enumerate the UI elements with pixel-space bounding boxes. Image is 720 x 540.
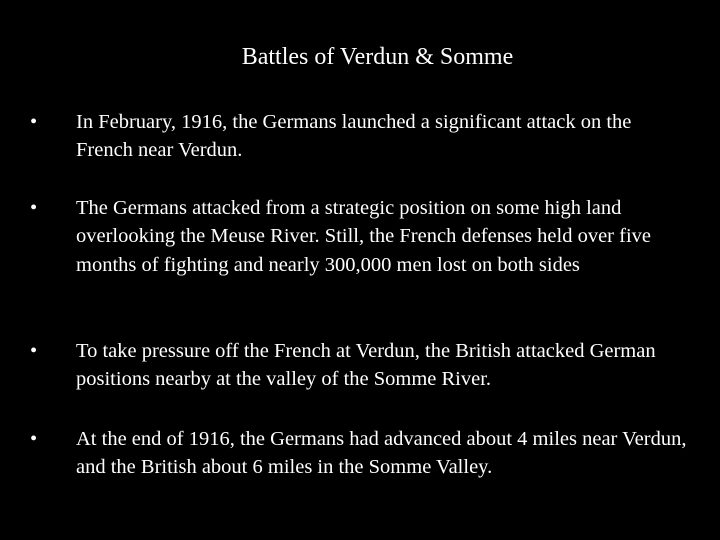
slide-title: Battles of Verdun & Somme: [241, 44, 514, 70]
bullet-point-icon: •: [30, 111, 38, 133]
bullet-point-icon: •: [30, 197, 38, 219]
bullet-item: [30, 337, 690, 394]
bullet-item: [30, 108, 690, 165]
bullet-item: [30, 194, 690, 279]
bullet-text: The Germans attacked from a strategic position on some high land overlooking the Meuse River. Still, the French defenses held over five months of fighting and nearly 300,000 men lost on both sides: [76, 197, 652, 276]
bullet-point-icon: •: [30, 428, 38, 450]
bullet-text: In February, 1916, the Germans launched a significant attack on the French near Verdun.: [76, 111, 632, 162]
bullet-text: To take pressure off the French at Verdun, the British attacked German positions nearby at the valley of the Somme River.: [76, 340, 656, 391]
bullet-text: At the end of 1916, the Germans had advanced about 4 miles near Verdun, and the British about 6 miles in the Somme Valley.: [76, 428, 687, 479]
bullet-point-icon: •: [30, 340, 38, 362]
bullet-item: [30, 425, 690, 482]
